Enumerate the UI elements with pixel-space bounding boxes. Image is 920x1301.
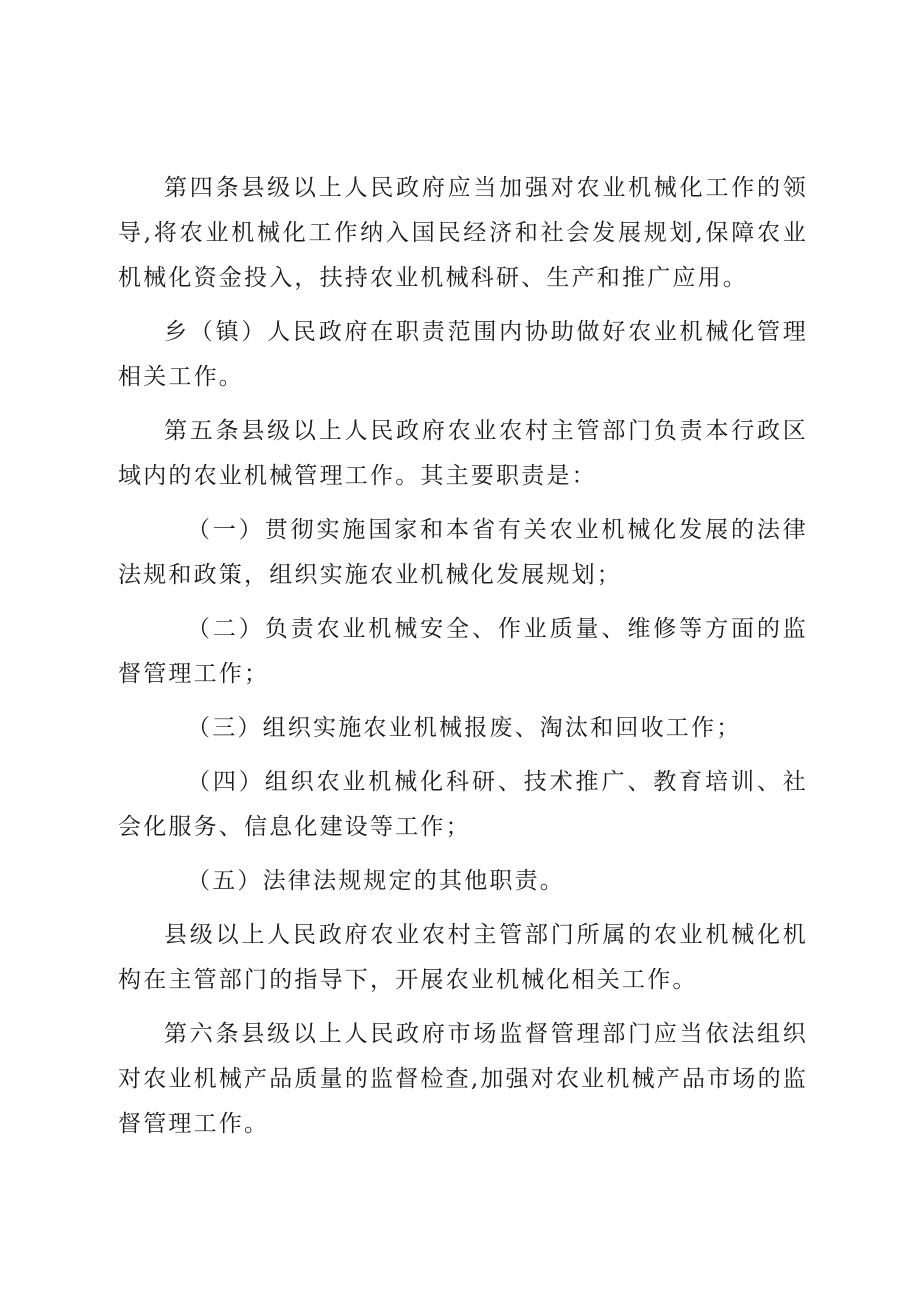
document-body: [118, 166, 808, 1147]
paragraph-gap: [118, 1003, 808, 1012]
paragraph-gap: [118, 904, 808, 913]
duty-item-4: （四）组织农业机械化科研、技术推广、教育培训、社会化服务、信息化建设等工作；: [118, 769, 808, 840]
duty-item-1: （一）贯彻实施国家和本省有关农业机械化发展的法律法规和政策，组织实施农业机械化发展规划；: [118, 517, 808, 588]
duty-item-5: （五）法律法规规定的其他职责。: [187, 868, 565, 894]
township-duty-paragraph: 乡（镇）人民政府在职责范围内协助做好农业机械化管理相关工作。: [118, 319, 808, 390]
article-4-paragraph: 第四条县级以上人民政府应当加强对农业机械化工作的领导,将农业机械化工作纳入国民经济和社会发展规划,保障农业机械化资金投入，扶持农业机械科研、生产和推广应用。: [118, 175, 808, 291]
duty-item-2: （二）负责农业机械安全、作业质量、维修等方面的监督管理工作；: [118, 616, 808, 687]
duty-item-3: （三）组织实施农业机械报废、淘汰和回收工作；: [187, 715, 742, 741]
paragraph-gap: [118, 751, 808, 760]
paragraph-gap: [118, 598, 808, 607]
mechanization-agency-paragraph: 县级以上人民政府农业农村主管部门所属的农业机械化机构在主管部门的指导下，开展农业机械化相关工作。: [118, 922, 808, 993]
paragraph-gap: [118, 400, 808, 409]
paragraph-gap: [118, 499, 808, 508]
paragraph-gap: [118, 697, 808, 706]
article-6-paragraph: 第六条县级以上人民政府市场监督管理部门应当依法组织对农业机械产品质量的监督检查,加强对农业机械产品市场的监督管理工作。: [118, 1021, 808, 1137]
paragraph-gap: [118, 850, 808, 859]
article-5-paragraph: 第五条县级以上人民政府农业农村主管部门负责本行政区域内的农业机械管理工作。其主要职责是：: [118, 418, 808, 489]
paragraph-gap: [118, 301, 808, 310]
